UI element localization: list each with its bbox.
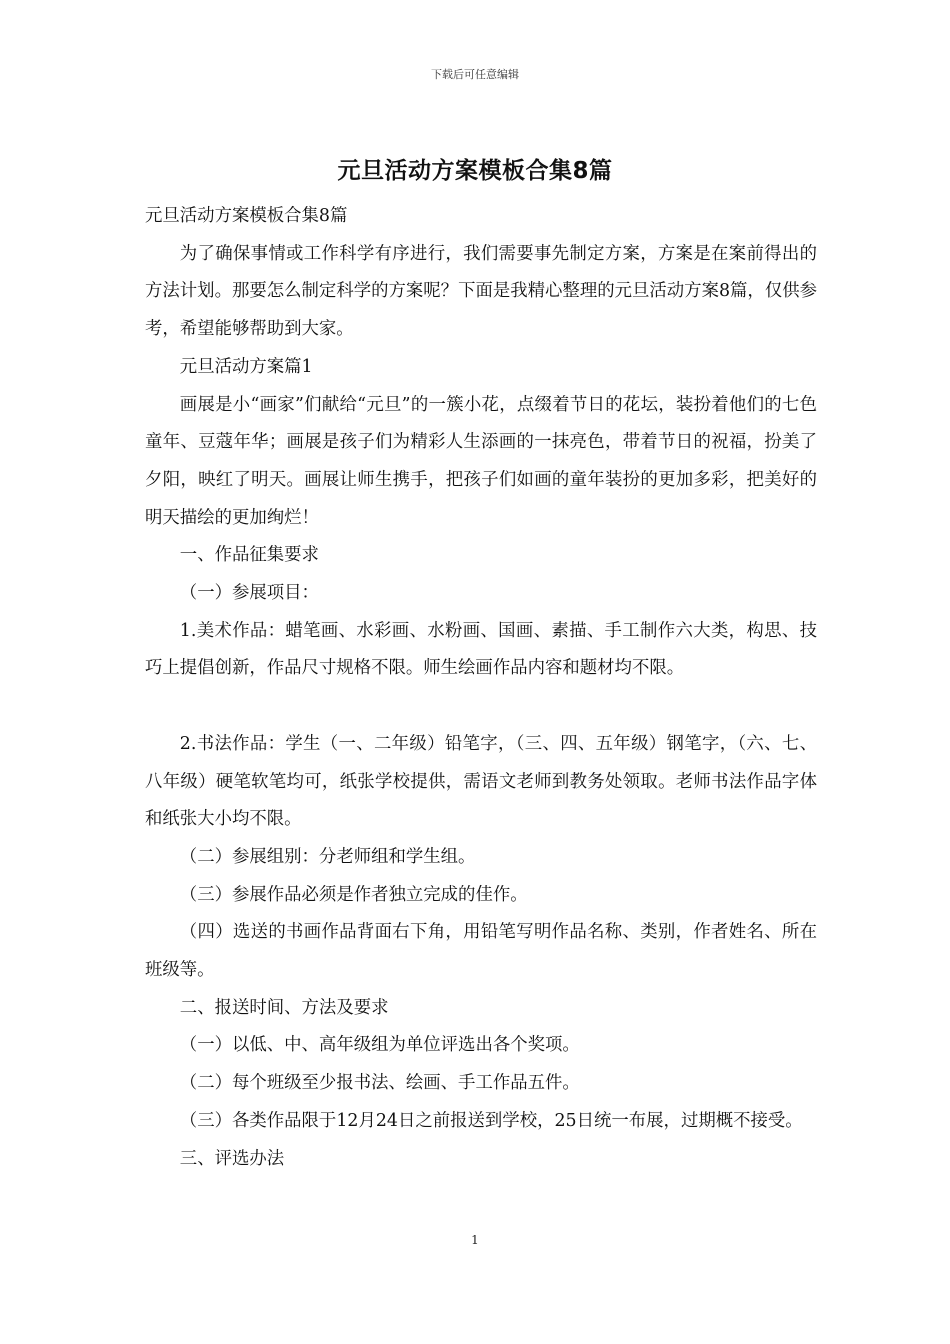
body-paragraph: （二）每个班级至少报书法、绘画、手工作品五件。 — [179, 1073, 580, 1094]
blank-line — [145, 688, 817, 726]
subsection-heading: （一）参展项目： — [179, 583, 319, 604]
subtitle-line: 元旦活动方案模板合集8篇 — [145, 206, 348, 226]
body-paragraph: （二）参展组别：分老师组和学生组。 — [179, 846, 476, 867]
body-paragraph: （四）选送的书画作品背面右下角，用铅笔写明作品名称、类别，作者姓名、所在班级等。 — [145, 922, 817, 981]
section-heading-part1: 元旦活动方案篇1 — [179, 356, 313, 377]
intro-paragraph: 为了确保事情或工作科学有序进行，我们需要事先制定方案，方案是在案前得出的方法计划。那要怎么制定科学的方案呢？下面是我精心整理的元旦活动方案8篇，仅供参考，希望能够帮助到大家。 — [145, 243, 817, 340]
section-heading: 二、报送时间、方法及要求 — [179, 997, 389, 1018]
body-paragraph: （三）各类作品限于12月24日之前报送到学校，25日统一布展，过期概不接受。 — [179, 1110, 803, 1131]
body-paragraph: 1.美术作品：蜡笔画、水彩画、水粉画、国画、素描、手工制作六大类，构思、技巧上提倡创新，作品尺寸规格不限。师生绘画作品内容和题材均不限。 — [145, 620, 817, 679]
document-title: 元旦活动方案模板合集8篇 — [337, 158, 613, 184]
section-heading: 三、评选办法 — [179, 1148, 285, 1169]
body-paragraph: 2.书法作品：学生（一、二年级）铅笔字，（三、四、五年级）钢笔字，（六、七、八年级）硬笔软笔均可，纸张学校提供，需语文老师到教务处领取。老师书法作品字体和纸张大小均不限。 — [145, 733, 817, 830]
section-heading: 一、作品征集要求 — [179, 545, 319, 566]
body-paragraph: 画展是小“画家”们献给“元旦”的一簇小花，点缀着节日的花坛，装扮着他们的七色童年、豆蔻年华；画展是孩子们为精彩人生添画的一抹亮色，带着节日的祝福，扮美了夕阳，映红了明天。画展让师生携手，把孩子们如画的童年装扮的更加多彩，把美好的明天描绘的更加绚烂！ — [145, 394, 817, 528]
body-paragraph: （三）参展作品必须是作者独立完成的佳作。 — [179, 884, 528, 905]
header-note: 下载后可任意编辑 — [431, 68, 519, 81]
body-paragraph: （一）以低、中、高年级组为单位评选出各个奖项。 — [179, 1035, 580, 1056]
page-number: 1 — [471, 1233, 479, 1247]
document-body — [145, 198, 817, 1178]
